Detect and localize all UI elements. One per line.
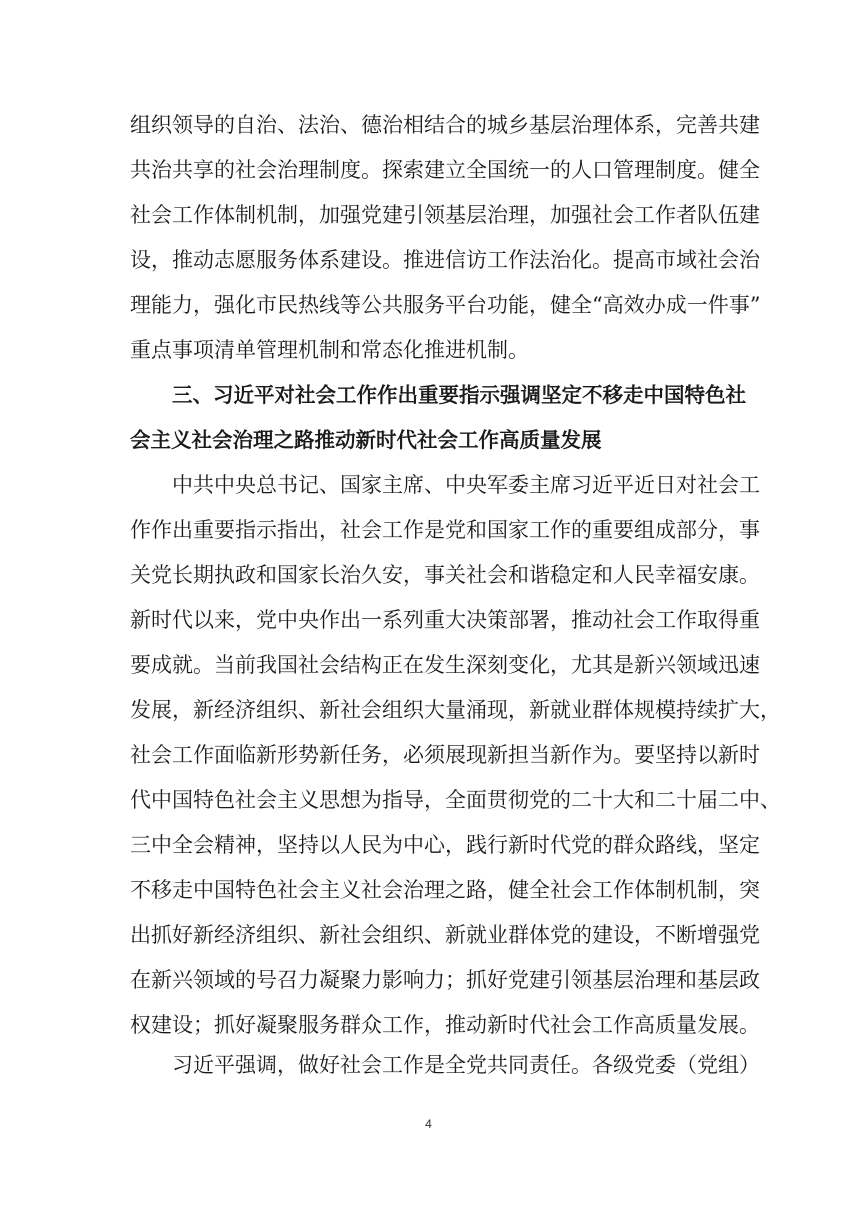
paragraph-line: 重点事项清单管理机制和常态化推进机制。 — [130, 338, 529, 362]
paragraph-line: 代中国特色社会主义思想为指导，全面贯彻党的二十大和二十届二中、 — [130, 788, 781, 812]
paragraph-line: 三中全会精神，坚持以人民为中心，践行新时代党的群众路线，坚定 — [130, 833, 760, 857]
paragraph-line: 共治共享的社会治理制度。探索建立全国统一的人口管理制度。健全 — [130, 158, 760, 182]
paragraph-line: 权建设；抓好凝聚服务群众工作，推动新时代社会工作高质量发展。 — [130, 1013, 760, 1037]
paragraph-line: 在新兴领域的号召力凝聚力影响力；抓好党建引领基层治理和基层政 — [130, 968, 760, 992]
paragraph-line: 作作出重要指示指出，社会工作是党和国家工作的重要组成部分，事 — [130, 518, 760, 542]
paragraph-line: 中共中央总书记、国家主席、中央军委主席习近平近日对社会工 — [172, 473, 760, 497]
paragraph-line: 发展，新经济组织、新社会组织大量涌现，新就业群体规模持续扩大， — [130, 698, 781, 722]
paragraph-line: 理能力，强化市民热线等公共服务平台功能，健全“高效办成一件事” — [130, 293, 761, 317]
paragraph-line: 习近平强调，做好社会工作是全党共同责任。各级党委（党组） — [172, 1053, 760, 1077]
paragraph-line: 社会工作体制机制，加强党建引领基层治理，加强社会工作者队伍建 — [130, 203, 760, 227]
paragraph-line: 关党长期执政和国家长治久安，事关社会和谐稳定和人民幸福安康。 — [130, 563, 760, 587]
paragraph-line: 设，推动志愿服务体系建设。推进信访工作法治化。提高市域社会治 — [130, 248, 760, 272]
paragraph-line: 要成就。当前我国社会结构正在发生深刻变化，尤其是新兴领域迅速 — [130, 653, 760, 677]
paragraph-line: 出抓好新经济组织、新社会组织、新就业群体党的建设，不断增强党 — [130, 923, 760, 947]
heading-line: 会主义社会治理之路推动新时代社会工作高质量发展 — [130, 428, 602, 452]
paragraph-line: 组织领导的自治、法治、德治相结合的城乡基层治理体系，完善共建 — [130, 113, 760, 137]
heading-line: 三、习近平对社会工作作出重要指示强调坚定不移走中国特色社 — [172, 383, 746, 407]
page-number: 4 — [425, 1117, 432, 1131]
paragraph-line: 不移走中国特色社会主义社会治理之路，健全社会工作体制机制，突 — [130, 878, 760, 902]
paragraph-line: 社会工作面临新形势新任务，必须展现新担当新作为。要坚持以新时 — [130, 743, 760, 767]
paragraph-line: 新时代以来，党中央作出一系列重大决策部署，推动社会工作取得重 — [130, 608, 760, 632]
